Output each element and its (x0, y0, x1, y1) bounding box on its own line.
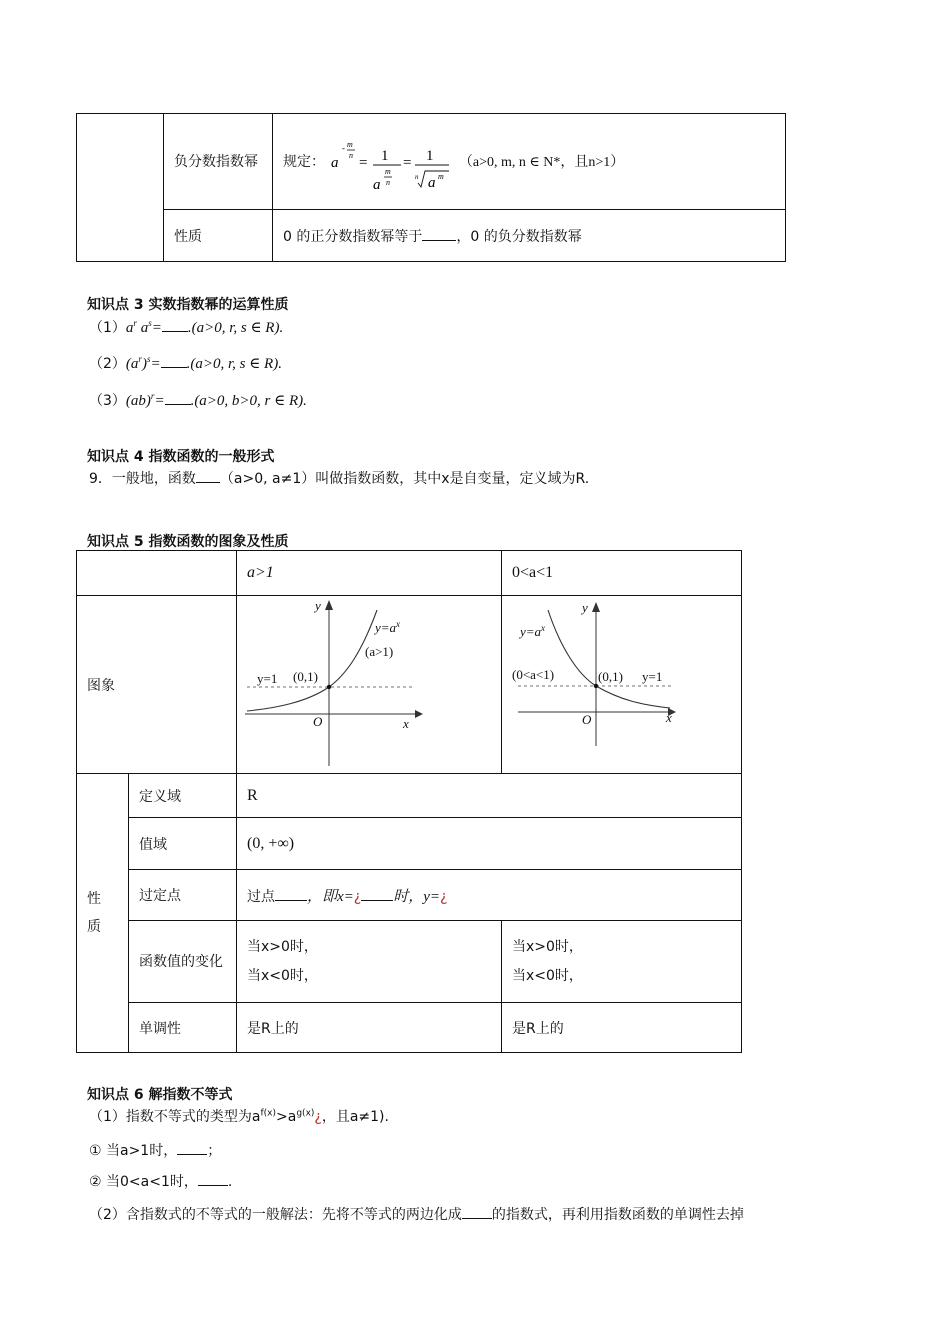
svg-text:y=ax: $y=a^x$ (375, 619, 401, 635)
table1-prefix: 规定： (283, 153, 325, 170)
kp5-domain-label: 定义域 (129, 774, 237, 818)
kp5-range-value: (0, +∞) (237, 818, 742, 870)
kp5-prop-label: 性 质 (77, 774, 129, 1053)
kp6-line2: （2）含指数式的不等式的一般解法：先将不等式的两边化成 的指数式，再利用指数函数的单调性去掉 (89, 1207, 744, 1223)
table1-row2-label: 性质 (164, 210, 273, 262)
negative-exponent-formula (329, 127, 454, 197)
svg-text:y=1: y=1 (642, 669, 663, 684)
svg-text:O: O (313, 714, 323, 729)
kp5-change-gt1: 当x>0时， 当x<0时， (237, 921, 502, 1003)
table1-row2-content (273, 210, 786, 262)
svg-text:n: n (349, 150, 354, 160)
kp5-change-label: 函数值的变化 (129, 921, 237, 1003)
svg-text:(0,1): (0,1) (293, 669, 318, 684)
svg-text:=: = (403, 154, 412, 171)
svg-text:m: m (347, 139, 354, 149)
kp4-line: 9．一般地，函数 （a>0, a≠1）叫做指数函数，其中x是自变量，定义域为R. (89, 471, 590, 487)
svg-text:x: x (666, 710, 672, 725)
kp5-title: 知识点 5 指数函数的图象及性质 (87, 534, 289, 550)
kp3-item-3: （3）(ab)$^r$= .(a>0, b>0, r ∈ R). (89, 391, 307, 409)
kp5-graph2-cell (502, 596, 742, 774)
table1-row1-content (273, 114, 786, 210)
graph-exponential-growth (237, 596, 501, 769)
svg-text:m: m (385, 166, 392, 176)
kp6-title: 知识点 6 解指数不等式 (87, 1087, 233, 1103)
svg-text:x: x (403, 716, 409, 731)
table1-condition: （a>0, m, n ∈ N*，且n>1） (458, 154, 625, 170)
svg-text:(a>1): (a>1) (365, 644, 394, 659)
svg-text:O: O (582, 712, 592, 727)
kp5-corner (77, 551, 237, 596)
kp6-item2: ② 当0<a<1时， . (89, 1174, 233, 1190)
kp5-graph1-cell (237, 596, 502, 774)
kp6-line1: （1）指数不等式的类型为$a^{f(x)}>a^{g(x)}¿$，且a≠1). (89, 1108, 389, 1125)
table-fractional-exponent (76, 113, 786, 262)
table-exponential-properties (76, 550, 742, 1053)
svg-text:n: n (415, 172, 419, 181)
svg-text:m: m (438, 171, 445, 181)
kp5-image-label: 图象 (77, 596, 237, 774)
kp5-mono-label: 单调性 (129, 1003, 237, 1053)
svg-text:n: n (386, 177, 391, 187)
table1-row1-label: 负分数指数幂 (164, 114, 273, 210)
svg-text:y: y (582, 600, 588, 615)
graph-exponential-decay (502, 596, 741, 769)
kp3-item-2: $(2)(a^r)^s= .(a>0$, r, s ∈ R). (89, 354, 282, 372)
table1-empty-cell (77, 114, 164, 262)
blank (422, 240, 456, 241)
svg-text:=: = (359, 154, 368, 171)
kp5-domain-value: R (237, 774, 742, 818)
kp6-item1: ① 当a>1时， ； (89, 1143, 222, 1159)
svg-text:(0,1): (0,1) (598, 669, 623, 684)
svg-text:a: a (373, 176, 381, 193)
svg-text:y: y (315, 598, 321, 613)
kp5-fixed-value: 过点 ，即x=¿ 时，y=¿ (237, 870, 742, 921)
table1-row2-text-b: ，0 的负分数指数幂 (456, 228, 582, 245)
kp5-mono-lt1: 是R上的 (502, 1003, 742, 1053)
kp3-title: 知识点 3 实数指数幂的运算性质 (87, 297, 289, 313)
kp4-title: 知识点 4 指数函数的一般形式 (87, 449, 275, 465)
svg-text:y=ax: $y=a^x$ (520, 623, 546, 639)
kp5-header-a-gt1: a>1 (237, 551, 502, 596)
table1-row2-text-a: 0 的正分数指数幂等于 (283, 228, 423, 245)
svg-text:1: 1 (426, 147, 434, 164)
kp5-fixed-label: 过定点 (129, 870, 237, 921)
kp5-header-a-lt1: 0<a<1 (502, 551, 742, 596)
svg-text:y=1: y=1 (257, 671, 278, 686)
kp3-item-1: $(1)a^r$ $a^s= .(a>0$, r, s ∈ R). (89, 318, 284, 336)
svg-text:(0<a<1): (0<a<1) (512, 667, 555, 682)
kp5-change-lt1: 当x>0时， 当x<0时， (502, 921, 742, 1003)
svg-text:a: a (331, 154, 339, 171)
svg-text:1: 1 (381, 147, 389, 164)
kp5-range-label: 值域 (129, 818, 237, 870)
svg-text:-: - (342, 142, 346, 153)
svg-text:a: a (428, 174, 436, 191)
kp5-mono-gt1: 是R上的 (237, 1003, 502, 1053)
